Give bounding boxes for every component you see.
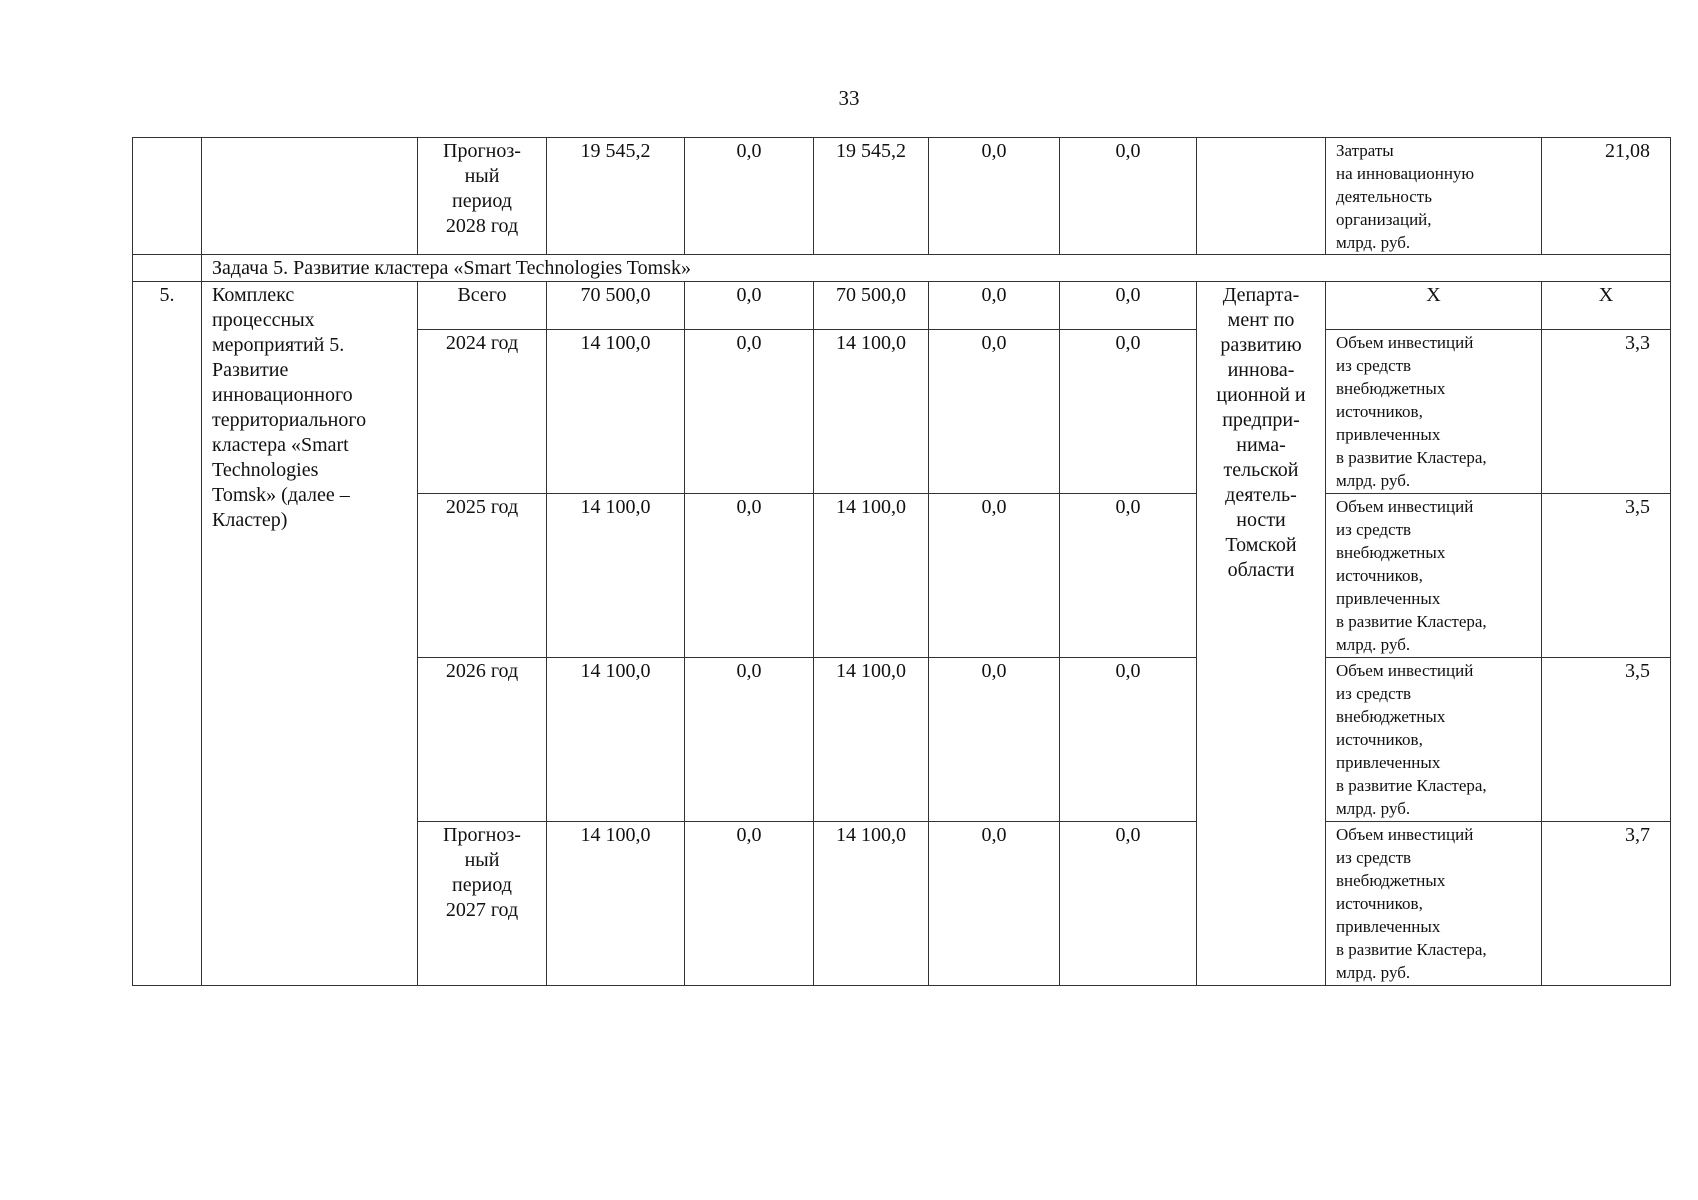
indicator-name: Затраты на инновационную деятельность организаций, млрд. руб.: [1326, 138, 1542, 255]
indicator-value: 3,5: [1542, 658, 1671, 822]
value-federal: 0,0: [685, 138, 814, 255]
indicator-name: Объем инвестиций из средств внебюджетных источников, привлеченных в развитие Кластера, млрд. руб.: [1326, 658, 1542, 822]
period-cell: 2026 год: [418, 658, 547, 822]
value-total: 14 100,0: [547, 658, 685, 822]
value-federal: 0,0: [685, 822, 814, 986]
value-federal: 0,0: [685, 282, 814, 330]
item-name: Комплекс процессных мероприятий 5. Развитие инновационного территориального кластера «Smart Technologies Tomsk» (далее – Кластер): [202, 282, 418, 986]
value-extrabudget: 0,0: [1060, 330, 1197, 494]
value-federal: 0,0: [685, 494, 814, 658]
table-row-total: [133, 282, 1671, 330]
value-local: 0,0: [929, 282, 1060, 330]
indicator-name: Объем инвестиций из средств внебюджетных источников, привлеченных в развитие Кластера, млрд. руб.: [1326, 822, 1542, 986]
value-extrabudget: 0,0: [1060, 138, 1197, 255]
period-cell: Прогноз- ный период 2028 год: [418, 138, 547, 255]
task-title: Задача 5. Развитие кластера «Smart Technologies Tomsk»: [202, 255, 1671, 282]
indicator-value: 3,7: [1542, 822, 1671, 986]
value-regional: 14 100,0: [814, 330, 929, 494]
indicator-value: 3,3: [1542, 330, 1671, 494]
value-federal: 0,0: [685, 330, 814, 494]
value-extrabudget: 0,0: [1060, 658, 1197, 822]
value-regional: 70 500,0: [814, 282, 929, 330]
indicator-value: 3,5: [1542, 494, 1671, 658]
value-local: 0,0: [929, 330, 1060, 494]
empty-cell: [202, 138, 418, 255]
value-federal: 0,0: [685, 658, 814, 822]
page-number: 33: [838, 86, 860, 110]
executor-cell-empty: [1197, 138, 1326, 255]
indicator-name: Объем инвестиций из средств внебюджетных источников, привлеченных в развитие Кластера, млрд. руб.: [1326, 330, 1542, 494]
value-regional: 14 100,0: [814, 494, 929, 658]
empty-cell: [133, 138, 202, 255]
value-total: 14 100,0: [547, 822, 685, 986]
value-extrabudget: 0,0: [1060, 282, 1197, 330]
table-row-2028: [133, 138, 1671, 255]
value-local: 0,0: [929, 822, 1060, 986]
value-total: 14 100,0: [547, 494, 685, 658]
value-local: 0,0: [929, 494, 1060, 658]
period-cell: Прогноз- ный период 2027 год: [418, 822, 547, 986]
value-total: 70 500,0: [547, 282, 685, 330]
value-regional: 14 100,0: [814, 822, 929, 986]
value-regional: 14 100,0: [814, 658, 929, 822]
value-total: 19 545,2: [547, 138, 685, 255]
indicator-value: 21,08: [1542, 138, 1671, 255]
indicator-name: Объем инвестиций из средств внебюджетных источников, привлеченных в развитие Кластера, млрд. руб.: [1326, 494, 1542, 658]
value-total: 14 100,0: [547, 330, 685, 494]
value-regional: 19 545,2: [814, 138, 929, 255]
period-cell: 2024 год: [418, 330, 547, 494]
value-local: 0,0: [929, 658, 1060, 822]
period-cell: 2025 год: [418, 494, 547, 658]
value-extrabudget: 0,0: [1060, 822, 1197, 986]
value-extrabudget: 0,0: [1060, 494, 1197, 658]
empty-cell: [133, 255, 202, 282]
task-title-row: [133, 255, 1671, 282]
value-local: 0,0: [929, 138, 1060, 255]
program-table: [132, 137, 1671, 986]
item-number: 5.: [133, 282, 202, 986]
indicator-name: Х: [1326, 282, 1542, 330]
executor: Департа- мент по развитию иннова- ционной и предпри- нима- тельской деятель- ности Томской области: [1197, 282, 1326, 986]
indicator-value: Х: [1542, 282, 1671, 330]
period-cell: Всего: [418, 282, 547, 330]
